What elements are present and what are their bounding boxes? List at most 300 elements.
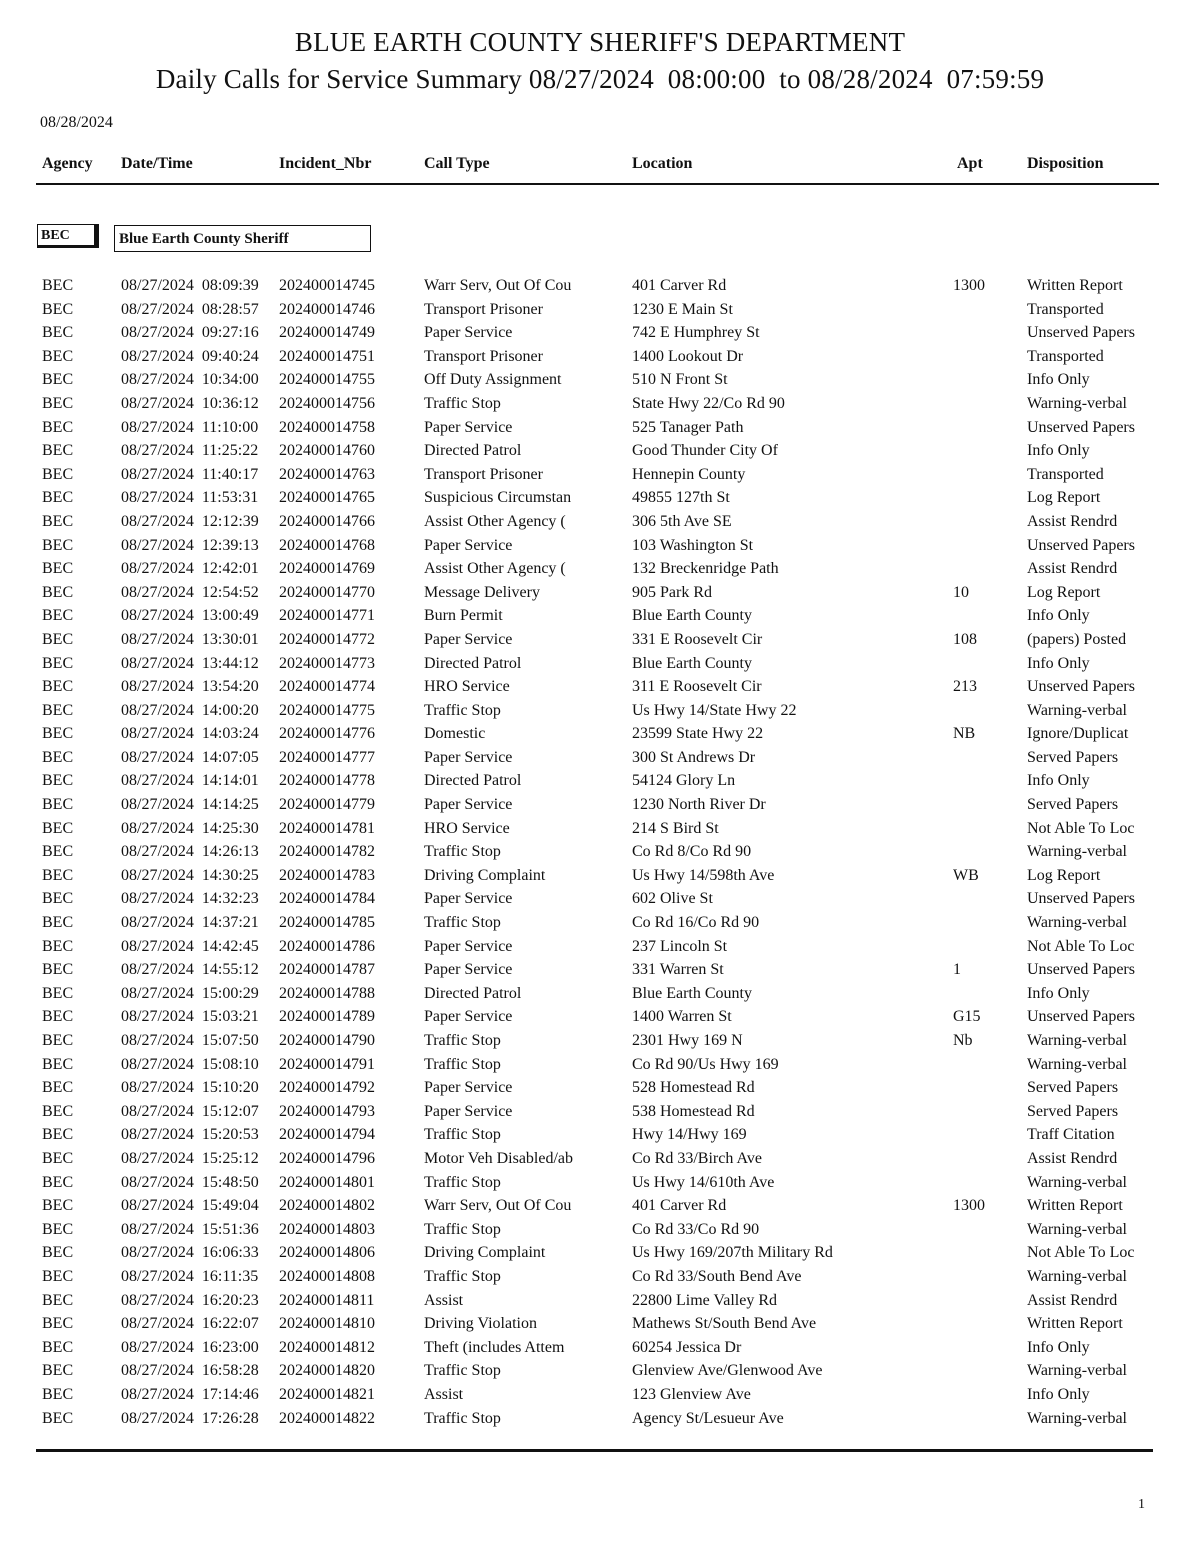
cell-call-type: Driving Violation (424, 1315, 537, 1333)
cell-agency: BEC (42, 1362, 74, 1380)
cell-datetime: 08/27/2024 14:14:25 (121, 796, 259, 814)
cell-call-type: Traffic Stop (424, 1409, 501, 1427)
cell-agency: BEC (42, 1032, 74, 1049)
cell-location: 214 S Bird St (632, 819, 719, 837)
cell-datetime: 08/27/2024 11:53:31 (121, 489, 259, 507)
cell-datetime: 08/27/2024 15:12:07 (121, 1102, 259, 1120)
cell-datetime: 08/27/2024 16:58:28 (121, 1362, 259, 1380)
cell-datetime: 08/27/2024 09:27:16 (121, 324, 259, 342)
cell-incident-number: 202400014771 (279, 607, 375, 625)
cell-incident-number: 202400014786 (279, 937, 375, 955)
cell-agency: BEC (42, 796, 74, 814)
table-row (0, 536, 1200, 560)
table-row (0, 465, 1200, 489)
cell-agency: BEC (42, 819, 74, 837)
table-row (0, 370, 1200, 394)
cell-disposition: Not Able To Loc (1027, 1244, 1135, 1262)
cell-incident-number: 202400014808 (279, 1267, 375, 1285)
cell-call-type: Traffic Stop (424, 843, 501, 861)
cell-apt: 10 (953, 583, 969, 601)
cell-agency: BEC (42, 630, 74, 648)
cell-disposition: Assist Rendrd (1027, 1291, 1118, 1309)
cell-agency: BEC (42, 465, 74, 483)
cell-incident-number: 202400014812 (279, 1338, 375, 1356)
cell-incident-number: 202400014803 (279, 1220, 375, 1238)
cell-apt: 1300 (953, 1197, 985, 1215)
cell-disposition: Assist Rendrd (1027, 560, 1118, 578)
cell-call-type: Directed Patrol (424, 984, 522, 1002)
table-row (0, 1220, 1200, 1244)
cell-call-type: Traffic Stop (424, 394, 501, 412)
cell-incident-number: 202400014801 (279, 1173, 375, 1191)
cell-incident-number: 202400014772 (279, 630, 375, 648)
calls-table (0, 276, 1200, 1432)
cell-location: 331 E Roosevelt Cir (632, 630, 763, 648)
cell-incident-number: 202400014788 (279, 984, 375, 1002)
cell-incident-number: 202400014785 (279, 914, 375, 932)
table-row (0, 583, 1200, 607)
cell-location: Us Hwy 14/State Hwy 22 (632, 701, 797, 719)
table-row (0, 819, 1200, 843)
table-row (0, 276, 1200, 300)
cell-agency: BEC (42, 394, 74, 412)
cell-incident-number: 202400014792 (279, 1079, 375, 1097)
cell-datetime: 08/27/2024 15:25:12 (121, 1149, 259, 1167)
cell-incident-number: 202400014749 (279, 324, 375, 342)
cell-datetime: 08/27/2024 16:20:23 (121, 1291, 259, 1309)
cell-disposition: Log Report (1027, 583, 1101, 601)
cell-agency: BEC (42, 1197, 74, 1215)
table-row (0, 1409, 1200, 1433)
cell-disposition: Written Report (1027, 1197, 1123, 1215)
cell-disposition: Info Only (1027, 772, 1090, 790)
cell-apt: 1 (953, 961, 961, 979)
table-row (0, 418, 1200, 442)
cell-agency: BEC (42, 489, 74, 507)
cell-datetime: 08/27/2024 11:25:22 (121, 442, 259, 460)
cell-disposition: Assist Rendrd (1027, 1149, 1118, 1167)
table-row (0, 606, 1200, 630)
cell-agency: BEC (42, 1008, 74, 1026)
cell-disposition: Served Papers (1027, 796, 1119, 814)
cell-call-type: Transport Prisoner (424, 300, 543, 318)
header-rule (36, 183, 1159, 185)
cell-disposition: Warning-verbal (1027, 1409, 1127, 1427)
cell-location: 60254 Jessica Dr (632, 1338, 742, 1356)
cell-location: 1400 Warren St (632, 1008, 732, 1026)
cell-disposition: Unserved Papers (1027, 890, 1135, 908)
cell-location: 1400 Lookout Dr (632, 347, 744, 365)
table-row (0, 984, 1200, 1008)
cell-incident-number: 202400014796 (279, 1149, 375, 1167)
report-subtitle: Daily Calls for Service Summary 08/27/2024 08:00:00 to 08/28/2024 07:59:59 (155, 64, 1045, 94)
cell-incident-number: 202400014768 (279, 536, 375, 554)
cell-disposition: Info Only (1027, 442, 1090, 460)
table-row (0, 1338, 1200, 1362)
cell-location: Glenview Ave/Glenwood Ave (632, 1362, 823, 1380)
cell-agency: BEC (42, 701, 74, 719)
cell-datetime: 08/27/2024 15:20:53 (121, 1126, 259, 1144)
cell-datetime: 08/27/2024 13:00:49 (121, 607, 259, 625)
table-row (0, 1102, 1200, 1126)
table-row (0, 748, 1200, 772)
cell-incident-number: 202400014783 (279, 866, 375, 884)
cell-location: 49855 127th St (632, 489, 730, 507)
cell-datetime: 08/27/2024 11:10:00 (121, 418, 259, 436)
cell-location: 22800 Lime Valley Rd (632, 1291, 778, 1309)
cell-datetime: 08/27/2024 12:42:01 (121, 560, 259, 578)
run-date: 08/28/2024 (40, 114, 113, 131)
cell-agency: BEC (42, 1385, 74, 1403)
cell-datetime: 08/27/2024 12:39:13 (121, 536, 259, 554)
cell-agency: BEC (42, 725, 74, 743)
cell-location: 123 Glenview Ave (632, 1385, 751, 1403)
cell-incident-number: 202400014751 (279, 347, 375, 365)
cell-disposition: Served Papers (1027, 748, 1119, 766)
cell-datetime: 08/27/2024 14:25:30 (121, 819, 259, 837)
table-row (0, 866, 1200, 890)
cell-agency: BEC (42, 324, 74, 342)
cell-disposition: Warning-verbal (1027, 1220, 1127, 1238)
cell-location: Co Rd 16/Co Rd 90 (632, 914, 760, 932)
cell-call-type: Paper Service (424, 324, 513, 342)
cell-disposition: Info Only (1027, 607, 1090, 625)
table-row (0, 937, 1200, 961)
cell-location: Us Hwy 169/207th Military Rd (632, 1244, 833, 1262)
cell-location: Us Hwy 14/598th Ave (632, 866, 775, 884)
cell-agency: BEC (42, 583, 74, 601)
cell-datetime: 08/27/2024 14:30:25 (121, 866, 259, 884)
cell-datetime: 08/27/2024 17:26:28 (121, 1409, 259, 1427)
table-row (0, 630, 1200, 654)
cell-datetime: 08/27/2024 15:08:10 (121, 1055, 259, 1073)
table-row (0, 559, 1200, 583)
cell-location: 103 Washington St (632, 536, 754, 554)
cell-disposition: Warning-verbal (1027, 1055, 1127, 1073)
table-row (0, 1149, 1200, 1173)
cell-disposition: Info Only (1027, 1338, 1090, 1356)
cell-datetime: 08/27/2024 16:22:07 (121, 1315, 259, 1333)
cell-call-type: Traffic Stop (424, 701, 501, 719)
cell-agency: BEC (42, 843, 74, 861)
table-row (0, 842, 1200, 866)
cell-call-type: Paper Service (424, 418, 513, 436)
cell-disposition: (papers) Posted (1027, 630, 1127, 648)
cell-datetime: 08/27/2024 14:26:13 (121, 843, 259, 861)
cell-disposition: Info Only (1027, 984, 1090, 1002)
column-header-disposition: Disposition (1027, 155, 1104, 172)
cell-incident-number: 202400014755 (279, 371, 375, 389)
cell-apt: 1300 (953, 277, 985, 294)
table-row (0, 771, 1200, 795)
cell-agency: BEC (42, 371, 74, 389)
column-header-location: Location (632, 155, 693, 172)
cell-datetime: 08/27/2024 15:51:36 (121, 1220, 259, 1238)
cell-incident-number: 202400014781 (279, 819, 375, 837)
table-row (0, 300, 1200, 324)
table-row (0, 323, 1200, 347)
cell-datetime: 08/27/2024 12:54:52 (121, 583, 259, 601)
cell-datetime: 08/27/2024 14:37:21 (121, 914, 259, 932)
cell-agency: BEC (42, 607, 74, 625)
cell-call-type: Driving Complaint (424, 1244, 546, 1262)
cell-apt: Nb (953, 1032, 973, 1049)
cell-incident-number: 202400014770 (279, 583, 375, 601)
cell-apt: G15 (953, 1008, 981, 1026)
cell-disposition: Unserved Papers (1027, 678, 1135, 696)
cell-agency: BEC (42, 890, 74, 908)
cell-incident-number: 202400014782 (279, 843, 375, 861)
cell-agency: BEC (42, 1409, 74, 1427)
cell-call-type: Directed Patrol (424, 772, 522, 790)
cell-datetime: 08/27/2024 08:09:39 (121, 277, 259, 294)
cell-disposition: Served Papers (1027, 1079, 1119, 1097)
cell-disposition: Transported (1027, 465, 1104, 483)
cell-location: 300 St Andrews Dr (632, 748, 756, 766)
cell-location: Good Thunder City Of (632, 442, 778, 460)
cell-apt: WB (953, 866, 979, 884)
cell-disposition: Warning-verbal (1027, 394, 1127, 412)
cell-call-type: Paper Service (424, 1079, 513, 1097)
cell-agency: BEC (42, 1244, 74, 1262)
table-row (0, 347, 1200, 371)
cell-agency: BEC (42, 1267, 74, 1285)
cell-disposition: Ignore/Duplicat (1027, 725, 1129, 743)
cell-call-type: Directed Patrol (424, 654, 522, 672)
cell-call-type: Paper Service (424, 961, 513, 979)
cell-disposition: Written Report (1027, 1315, 1123, 1333)
cell-call-type: Assist Other Agency ( (424, 560, 566, 578)
cell-location: 54124 Glory Ln (632, 772, 736, 790)
cell-incident-number: 202400014802 (279, 1197, 375, 1215)
cell-disposition: Transported (1027, 300, 1104, 318)
table-row (0, 1385, 1200, 1409)
table-row (0, 913, 1200, 937)
cell-datetime: 08/27/2024 12:12:39 (121, 512, 259, 530)
cell-agency: BEC (42, 937, 74, 955)
cell-agency: BEC (42, 442, 74, 460)
cell-agency: BEC (42, 1079, 74, 1097)
cell-location: 311 E Roosevelt Cir (632, 678, 762, 696)
cell-incident-number: 202400014776 (279, 725, 375, 743)
cell-datetime: 08/27/2024 15:48:50 (121, 1173, 259, 1191)
cell-call-type: Traffic Stop (424, 1173, 501, 1191)
cell-disposition: Warning-verbal (1027, 914, 1127, 932)
cell-agency: BEC (42, 1126, 74, 1144)
cell-location: 132 Breckenridge Path (632, 560, 779, 578)
cell-agency: BEC (42, 748, 74, 766)
cell-call-type: Theft (includes Attem (424, 1338, 565, 1356)
table-row (0, 1031, 1200, 1055)
cell-datetime: 08/27/2024 14:07:05 (121, 748, 259, 766)
table-row (0, 1125, 1200, 1149)
cell-call-type: Warr Serv, Out Of Cou (424, 277, 572, 294)
cell-location: 538 Homestead Rd (632, 1102, 755, 1120)
cell-agency: BEC (42, 277, 74, 294)
cell-disposition: Info Only (1027, 371, 1090, 389)
cell-location: 1230 E Main St (632, 300, 733, 318)
cell-datetime: 08/27/2024 10:36:12 (121, 394, 259, 412)
cell-location: 905 Park Rd (632, 583, 712, 601)
cell-call-type: Paper Service (424, 1102, 513, 1120)
cell-location: Co Rd 33/Co Rd 90 (632, 1220, 760, 1238)
cell-incident-number: 202400014773 (279, 654, 375, 672)
cell-disposition: Warning-verbal (1027, 1362, 1127, 1380)
cell-agency: BEC (42, 654, 74, 672)
cell-call-type: Traffic Stop (424, 1055, 501, 1073)
table-row (0, 441, 1200, 465)
cell-agency: BEC (42, 1220, 74, 1238)
cell-disposition: Unserved Papers (1027, 324, 1135, 342)
cell-location: Hennepin County (632, 465, 746, 483)
cell-location: 331 Warren St (632, 961, 724, 979)
cell-location: 401 Carver Rd (632, 277, 727, 294)
cell-apt: NB (953, 725, 976, 743)
cell-agency: BEC (42, 512, 74, 530)
cell-call-type: Paper Service (424, 796, 513, 814)
cell-agency: BEC (42, 418, 74, 436)
cell-agency: BEC (42, 1149, 74, 1167)
cell-agency: BEC (42, 984, 74, 1002)
cell-incident-number: 202400014779 (279, 796, 375, 814)
cell-incident-number: 202400014758 (279, 418, 375, 436)
cell-call-type: Paper Service (424, 1008, 513, 1026)
cell-location: Co Rd 33/South Bend Ave (632, 1267, 802, 1285)
cell-location: 742 E Humphrey St (632, 324, 760, 342)
cell-incident-number: 202400014787 (279, 961, 375, 979)
cell-disposition: Warning-verbal (1027, 701, 1127, 719)
cell-disposition: Transported (1027, 347, 1104, 365)
cell-datetime: 08/27/2024 14:14:01 (121, 772, 259, 790)
cell-disposition: Info Only (1027, 654, 1090, 672)
cell-incident-number: 202400014775 (279, 701, 375, 719)
cell-location: Co Rd 90/Us Hwy 169 (632, 1055, 779, 1073)
cell-incident-number: 202400014777 (279, 748, 375, 766)
cell-call-type: Traffic Stop (424, 914, 501, 932)
cell-incident-number: 202400014791 (279, 1055, 375, 1073)
cell-agency: BEC (42, 1315, 74, 1333)
cell-agency: BEC (42, 1291, 74, 1309)
cell-datetime: 08/27/2024 15:49:04 (121, 1197, 259, 1215)
cell-datetime: 08/27/2024 15:07:50 (121, 1032, 259, 1049)
cell-incident-number: 202400014793 (279, 1102, 375, 1120)
cell-incident-number: 202400014766 (279, 512, 375, 530)
cell-call-type: Assist (424, 1385, 464, 1403)
cell-datetime: 08/27/2024 17:14:46 (121, 1385, 259, 1403)
table-row (0, 1055, 1200, 1079)
cell-agency: BEC (42, 1338, 74, 1356)
cell-datetime: 08/27/2024 10:34:00 (121, 371, 259, 389)
group-agency-code: BEC (37, 224, 99, 248)
cell-incident-number: 202400014810 (279, 1315, 375, 1333)
report-title: BLUE EARTH COUNTY SHERIFF'S DEPARTMENT (294, 27, 906, 57)
cell-disposition: Not Able To Loc (1027, 819, 1135, 837)
cell-incident-number: 202400014769 (279, 560, 375, 578)
table-row (0, 677, 1200, 701)
table-row (0, 701, 1200, 725)
cell-agency: BEC (42, 300, 74, 318)
table-row (0, 1243, 1200, 1267)
cell-apt: 213 (953, 678, 977, 696)
cell-datetime: 08/27/2024 13:44:12 (121, 654, 259, 672)
cell-location: 602 Olive St (632, 890, 713, 908)
cell-agency: BEC (42, 1173, 74, 1191)
cell-call-type: Motor Veh Disabled/ab (424, 1149, 574, 1167)
cell-call-type: Traffic Stop (424, 1362, 501, 1380)
cell-call-type: Driving Complaint (424, 866, 546, 884)
cell-agency: BEC (42, 678, 74, 696)
table-row (0, 1078, 1200, 1102)
cell-disposition: Not Able To Loc (1027, 937, 1135, 955)
cell-datetime: 08/27/2024 15:10:20 (121, 1079, 259, 1097)
cell-location: Us Hwy 14/610th Ave (632, 1173, 775, 1191)
cell-location: Blue Earth County (632, 984, 752, 1002)
cell-incident-number: 202400014760 (279, 442, 375, 460)
table-row (0, 512, 1200, 536)
cell-location: 525 Tanager Path (632, 418, 744, 436)
cell-datetime: 08/27/2024 16:11:35 (121, 1267, 259, 1285)
cell-call-type: Assist Other Agency ( (424, 512, 566, 530)
column-header-incident: Incident_Nbr (279, 155, 372, 172)
table-row (0, 1267, 1200, 1291)
cell-call-type: Paper Service (424, 748, 513, 766)
cell-datetime: 08/27/2024 09:40:24 (121, 347, 259, 365)
cell-apt: 108 (953, 630, 977, 648)
cell-incident-number: 202400014822 (279, 1409, 375, 1427)
cell-datetime: 08/27/2024 14:32:23 (121, 890, 259, 908)
cell-agency: BEC (42, 1055, 74, 1073)
cell-agency: BEC (42, 1102, 74, 1120)
cell-disposition: Info Only (1027, 1385, 1090, 1403)
table-row (0, 1291, 1200, 1315)
cell-incident-number: 202400014756 (279, 394, 375, 412)
cell-call-type: Message Delivery (424, 583, 540, 601)
group-agency-name: Blue Earth County Sheriff (114, 225, 371, 252)
cell-datetime: 08/27/2024 14:00:20 (121, 701, 259, 719)
cell-incident-number: 202400014784 (279, 890, 375, 908)
cell-disposition: Unserved Papers (1027, 961, 1135, 979)
cell-location: 23599 State Hwy 22 (632, 725, 764, 743)
table-row (0, 1361, 1200, 1385)
cell-call-type: Paper Service (424, 536, 513, 554)
cell-disposition: Log Report (1027, 489, 1101, 507)
cell-incident-number: 202400014811 (279, 1291, 375, 1309)
cell-incident-number: 202400014745 (279, 277, 375, 294)
cell-datetime: 08/27/2024 11:40:17 (121, 465, 259, 483)
cell-location: 510 N Front St (632, 371, 728, 389)
cell-disposition: Unserved Papers (1027, 1008, 1135, 1026)
cell-incident-number: 202400014774 (279, 678, 375, 696)
cell-incident-number: 202400014794 (279, 1126, 375, 1144)
table-row (0, 1007, 1200, 1031)
cell-call-type: Warr Serv, Out Of Cou (424, 1197, 572, 1215)
table-row (0, 654, 1200, 678)
cell-location: Hwy 14/Hwy 169 (632, 1126, 747, 1144)
cell-call-type: Transport Prisoner (424, 465, 543, 483)
cell-location: State Hwy 22/Co Rd 90 (632, 394, 785, 412)
cell-call-type: Traffic Stop (424, 1267, 501, 1285)
cell-incident-number: 202400014746 (279, 300, 375, 318)
cell-call-type: Burn Permit (424, 607, 503, 625)
table-row (0, 488, 1200, 512)
cell-disposition: Warning-verbal (1027, 1267, 1127, 1285)
cell-call-type: Off Duty Assignment (424, 371, 562, 389)
table-row (0, 795, 1200, 819)
cell-call-type: Traffic Stop (424, 1032, 501, 1049)
cell-incident-number: 202400014821 (279, 1385, 375, 1403)
cell-agency: BEC (42, 772, 74, 790)
cell-location: 401 Carver Rd (632, 1197, 727, 1215)
